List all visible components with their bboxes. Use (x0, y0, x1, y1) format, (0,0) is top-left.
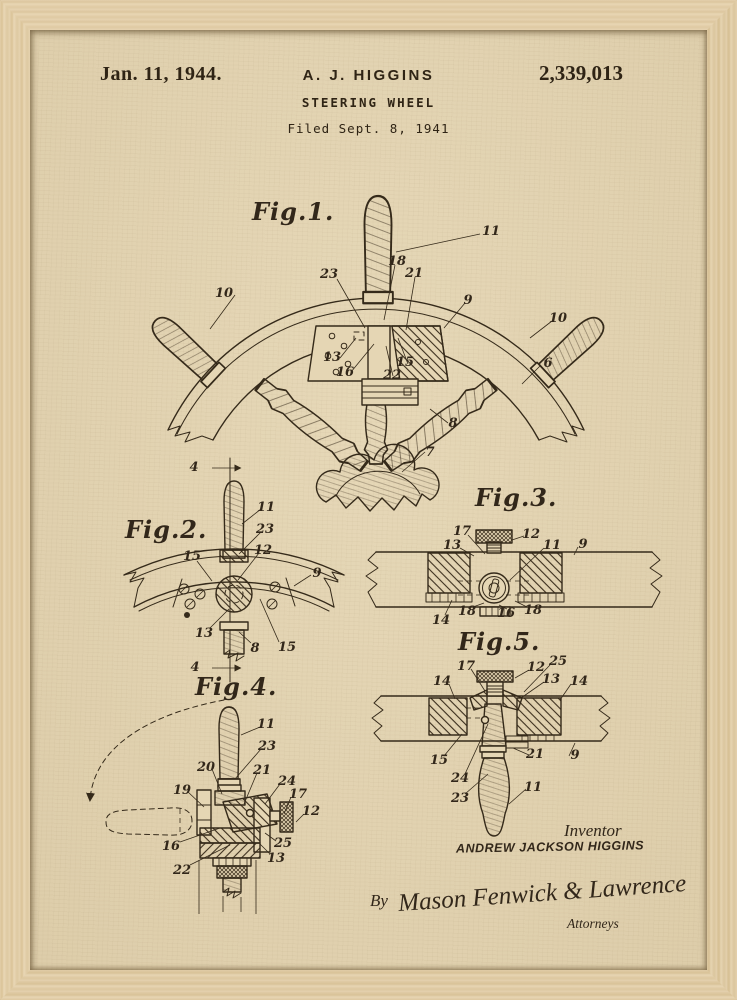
ref-numeral: 10 (548, 311, 568, 326)
ref-numeral: 11 (542, 538, 562, 553)
frame-top (0, 0, 737, 30)
ref-numeral: 7 (425, 445, 435, 460)
ref-numeral: 18 (387, 254, 407, 269)
ref-numeral: 9 (570, 748, 580, 763)
side-knob (280, 802, 293, 832)
patent-number: 2,339,013 (539, 61, 623, 85)
wheel-handle-left (146, 311, 225, 387)
ref-numeral: 13 (442, 538, 462, 553)
ref-numeral: 24 (277, 774, 297, 789)
wheel-handle-top (363, 196, 393, 303)
figure-3-drawing (366, 483, 662, 628)
ref-numeral: 21 (252, 763, 272, 778)
figure-3-label: Fig.3. (475, 483, 558, 512)
ref-numeral: 12 (526, 660, 546, 675)
ref-numeral: 15 (429, 753, 449, 768)
ref-numeral: 6 (543, 356, 553, 371)
ref-numeral: 15 (182, 549, 202, 564)
ref-numeral: 24 (450, 771, 470, 786)
ref-numeral: 14 (569, 674, 589, 689)
figure-1-label: Fig.1. (252, 197, 335, 226)
ref-numeral: 17 (288, 787, 308, 802)
figure-2-label: Fig.2. (125, 515, 208, 544)
figure-2-drawing (124, 458, 344, 682)
figure-5-drawing (372, 627, 610, 836)
ref-numeral: 12 (521, 527, 541, 542)
ref-numeral: 9 (578, 537, 588, 552)
ref-numeral: 16 (335, 365, 355, 380)
ref-numeral: 10 (214, 286, 234, 301)
ref-numeral: 13 (266, 851, 286, 866)
ref-numeral: 11 (523, 780, 543, 795)
ref-numeral: 12 (301, 804, 321, 819)
spindle-post (482, 704, 506, 746)
folding-handle-folded-phantom (106, 808, 192, 835)
frame-right (707, 0, 737, 1000)
patent-inventor-header: A. J. HIGGINS (302, 67, 435, 84)
figure-4-label: Fig.4. (195, 672, 278, 701)
figure-1-drawing (146, 196, 610, 511)
ref-numeral: 9 (463, 293, 473, 308)
wheel-handle-right (531, 311, 610, 387)
ref-numeral: 20 (196, 760, 216, 775)
ref-numeral: 22 (382, 368, 402, 383)
ref-numeral: 9 (312, 566, 322, 581)
ref-numeral: 11 (256, 717, 276, 732)
inventor-signature: ANDREW JACKSON HIGGINS (455, 838, 645, 856)
patent-paper (30, 30, 707, 970)
ref-numeral: 11 (256, 500, 276, 515)
ref-numeral: 22 (172, 863, 192, 878)
figure-2-leader-lines (194, 509, 311, 643)
ref-numeral: 4 (190, 660, 200, 675)
ref-numeral: 23 (319, 267, 339, 282)
ref-numeral: 15 (395, 355, 415, 370)
ref-numeral: 14 (432, 674, 452, 689)
ref-numeral: 18 (457, 604, 477, 619)
ref-numeral: 16 (161, 839, 181, 854)
segment-handle (223, 481, 245, 558)
hanging-handle (479, 758, 510, 836)
ref-numeral: 21 (404, 266, 424, 281)
attorneys-label: Attorneys (567, 916, 619, 931)
ref-numeral: 12 (253, 543, 273, 558)
patent-title: STEERING WHEEL (301, 95, 436, 110)
ref-numeral: 17 (452, 524, 472, 539)
ref-numeral: 8 (448, 416, 458, 431)
attorney-signature: Mason Fenwick & Lawrence (397, 869, 688, 918)
ref-numeral: 23 (257, 739, 277, 754)
ref-numeral: 25 (548, 654, 568, 669)
ref-numeral: 13 (322, 350, 342, 365)
ref-numeral: 21 (525, 747, 545, 762)
by-label: By (370, 891, 388, 910)
ref-numeral: 23 (255, 522, 275, 537)
segment-center-boss (216, 576, 252, 612)
ref-numeral: 17 (456, 659, 476, 674)
frame-left (0, 0, 30, 1000)
ref-numeral: 8 (250, 641, 260, 656)
ref-numeral: 13 (194, 626, 214, 641)
folding-handle-upright (218, 707, 240, 787)
lock-knob (476, 530, 512, 543)
inventor-label: Inventor (564, 821, 622, 840)
lock-knob-fig5 (477, 671, 513, 682)
ref-numeral: 14 (431, 613, 451, 628)
figure-5-label: Fig.5. (458, 627, 541, 656)
ref-numeral: 15 (277, 640, 297, 655)
figure-4-drawing (90, 672, 320, 914)
patent-filed-line: Filed Sept. 8, 1941 (287, 121, 450, 136)
ref-numeral: 18 (523, 603, 543, 618)
ref-numeral: 16 (496, 606, 516, 621)
fold-motion-arc (90, 700, 224, 800)
ref-numeral: 13 (541, 672, 561, 687)
patent-date: Jan. 11, 1944. (100, 63, 223, 85)
ref-numeral: 25 (273, 836, 293, 851)
ref-numeral: 11 (481, 224, 501, 239)
ref-numeral: 4 (189, 460, 199, 475)
frame-bottom (0, 970, 737, 1000)
ref-numeral: 23 (450, 791, 470, 806)
ref-numeral: 19 (172, 783, 192, 798)
